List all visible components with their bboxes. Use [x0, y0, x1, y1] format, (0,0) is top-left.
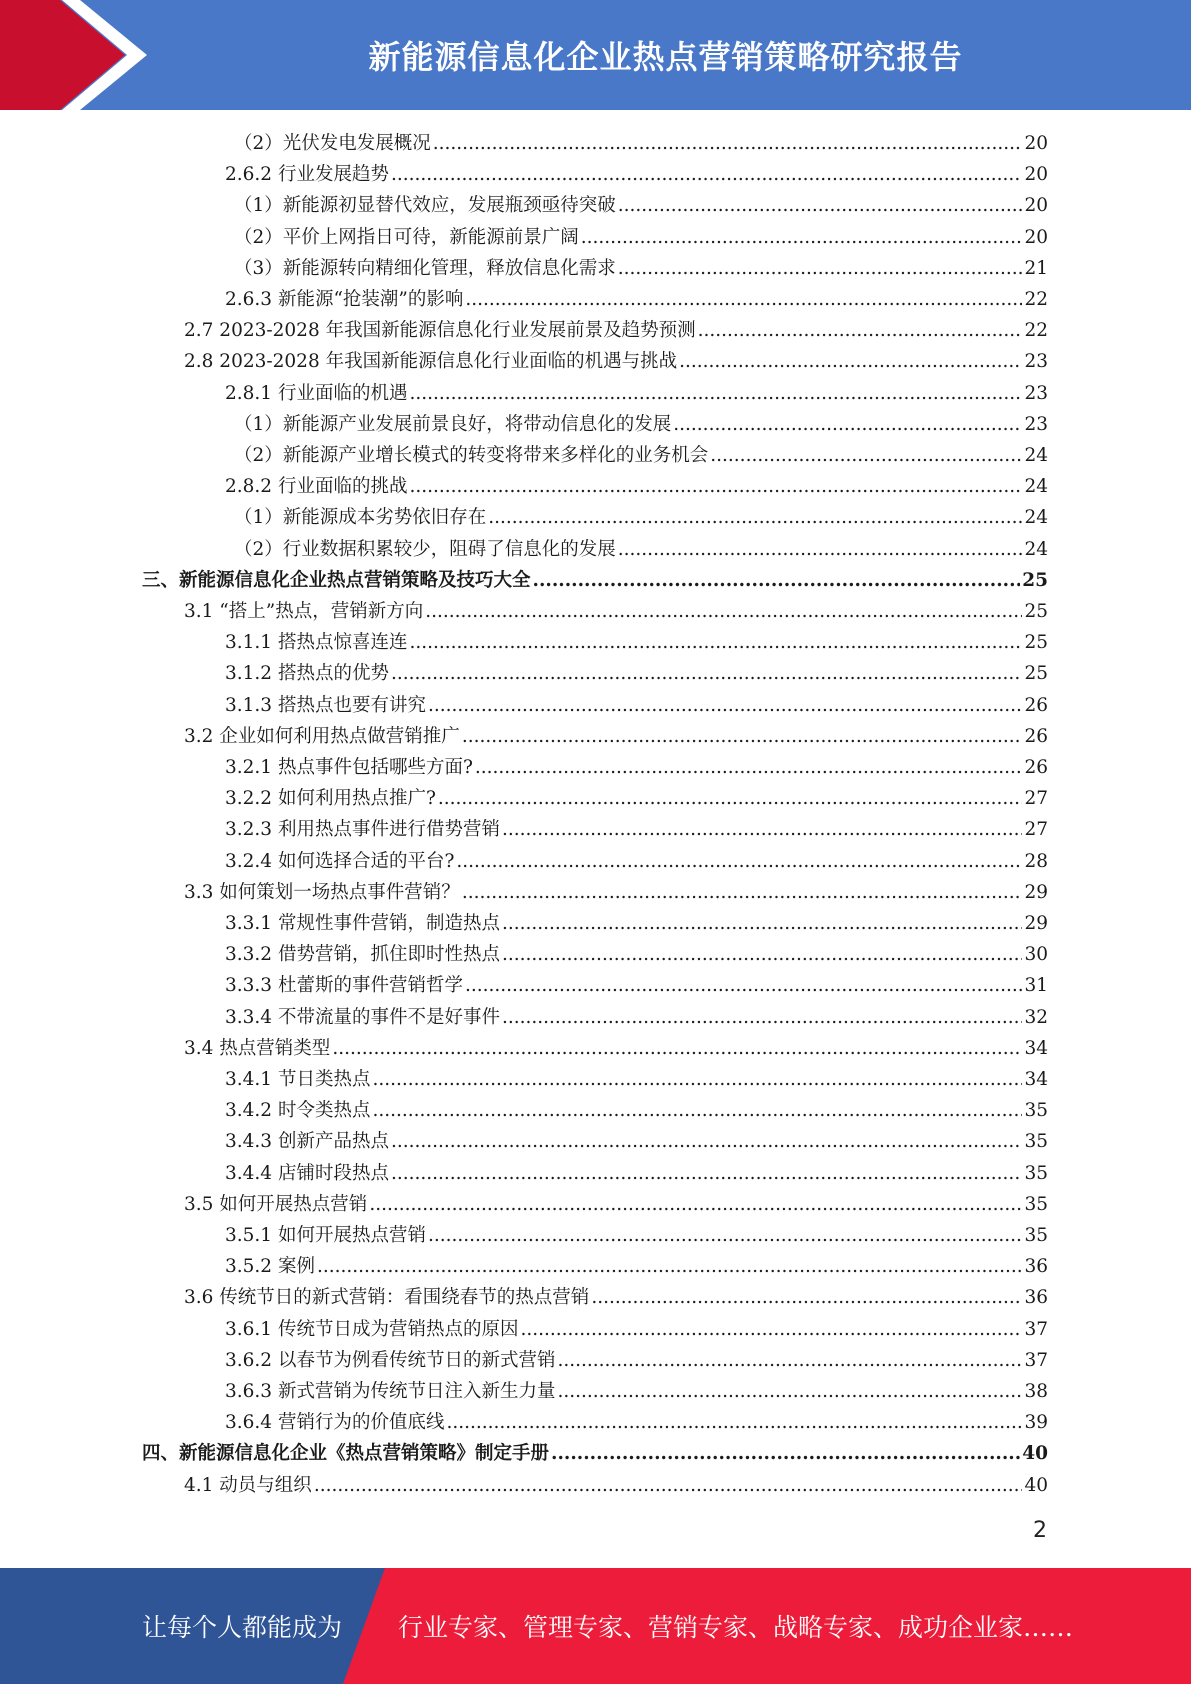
toc-entry-label: 3.6.2 以春节为例看传统节日的新式营销: [225, 1350, 556, 1371]
toc-entry[interactable]: [234, 128, 1048, 159]
toc-entry-page: 35: [1024, 1194, 1048, 1215]
toc-entry[interactable]: [184, 877, 1048, 908]
toc-entry-page: 28: [1024, 851, 1048, 872]
toc-entry-label: 3.4 热点营销类型: [184, 1038, 331, 1059]
toc-entry[interactable]: [225, 1158, 1048, 1189]
toc-entry-label: （1）新能源初显替代效应，发展瓶颈亟待突破: [234, 195, 616, 216]
toc-leader-dots: [465, 970, 1022, 1001]
toc-entry-label: 3.3.4 不带流量的事件不是好事件: [225, 1007, 500, 1028]
toc-entry-label: 3.4.1 节日类热点: [225, 1069, 371, 1090]
toc-entry-page: 35: [1024, 1163, 1048, 1184]
toc-entry-page: 39: [1024, 1412, 1048, 1433]
toc-entry-page: 29: [1024, 882, 1048, 903]
toc-leader-dots: [502, 814, 1022, 845]
toc-entry-page: 25: [1024, 663, 1048, 684]
toc-entry-page: 27: [1024, 819, 1048, 840]
toc-entry-page: 35: [1024, 1131, 1048, 1152]
toc-leader-dots: [462, 877, 1023, 908]
toc-entry-label: 三、新能源信息化企业热点营销策略及技巧大全: [142, 570, 531, 591]
toc-entry-label: （2）新能源产业增长模式的转变将带来多样化的业务机会: [234, 445, 709, 466]
toc-leader-dots: [618, 253, 1023, 284]
toc-entry-label: 四、新能源信息化企业《热点营销策略》制定手册: [142, 1443, 550, 1464]
toc-entry-label: 3.1 “搭上”热点，营销新方向: [184, 601, 424, 622]
toc-entry-label: 3.1.3 搭热点也要有讲究: [225, 695, 426, 716]
toc-entry-label: 3.3.1 常规性事件营销，制造热点: [225, 913, 500, 934]
toc-entry-label: 3.2.1 热点事件包括哪些方面?: [225, 757, 473, 778]
toc-leader-dots: [391, 159, 1022, 190]
toc-entry[interactable]: [234, 534, 1048, 565]
toc-leader-dots: [433, 128, 1023, 159]
toc-entry-page: 37: [1024, 1350, 1048, 1371]
toc-entry[interactable]: [225, 939, 1048, 970]
toc-entry[interactable]: [234, 190, 1048, 221]
toc-entry-page: 27: [1024, 788, 1048, 809]
toc-entry[interactable]: [225, 378, 1048, 409]
toc-leader-dots: [502, 1002, 1022, 1033]
toc-entry[interactable]: [225, 1251, 1048, 1282]
toc-leader-dots: [557, 1345, 1022, 1376]
toc-entry-label: 3.6 传统节日的新式营销：看围绕春节的热点营销: [184, 1287, 590, 1308]
toc-entry-page: 35: [1024, 1225, 1048, 1246]
toc-leader-dots: [391, 1126, 1022, 1157]
toc-entry-label: 2.8.2 行业面临的挑战: [225, 476, 408, 497]
toc-entry-label: 3.1.1 搭热点惊喜连连: [225, 632, 408, 653]
toc-entry[interactable]: [184, 1189, 1048, 1220]
toc-entry-page: 37: [1024, 1319, 1048, 1340]
toc-leader-dots: [591, 1282, 1022, 1313]
toc-entry-label: （2）平价上网指日可待，新能源前景广阔: [234, 227, 579, 248]
toc-entry-label: 3.5 如何开展热点营销: [184, 1194, 368, 1215]
footer-slogan-right: 行业专家、管理专家、营销专家、战略专家、成功企业家……: [398, 1613, 1074, 1642]
toc-entry[interactable]: [225, 627, 1048, 658]
toc-entry-page: 20: [1024, 133, 1048, 154]
toc-entry-page: 31: [1024, 975, 1048, 996]
toc-entry-page: 24: [1024, 507, 1048, 528]
toc-entry[interactable]: [225, 783, 1048, 814]
toc-leader-dots: [462, 721, 1023, 752]
toc-leader-dots: [551, 1438, 1020, 1469]
toc-entry-label: 3.1.2 搭热点的优势: [225, 663, 389, 684]
toc-entry-page: 35: [1024, 1100, 1048, 1121]
toc-entry[interactable]: [225, 814, 1048, 845]
toc-entry-page: 26: [1024, 726, 1048, 747]
toc-entry-page: 24: [1024, 476, 1048, 497]
toc-entry[interactable]: [184, 1470, 1048, 1501]
toc-entry-label: 2.6.3 新能源“抢装潮”的影响: [225, 289, 464, 310]
toc-entry-label: （3）新能源转向精细化管理，释放信息化需求: [234, 258, 616, 279]
toc-entry[interactable]: [225, 1002, 1048, 1033]
page-number: 2: [1033, 1518, 1047, 1543]
toc-leader-dots: [372, 1064, 1022, 1095]
toc-entry-page: 21: [1024, 258, 1048, 279]
toc-entry-page: 22: [1024, 320, 1048, 341]
toc-entry[interactable]: [225, 1407, 1048, 1438]
toc-entry-label: 3.3.3 杜蕾斯的事件营销哲学: [225, 975, 463, 996]
toc-entry-label: 3.4.3 创新产品热点: [225, 1131, 389, 1152]
toc-leader-dots: [533, 565, 1021, 596]
toc-leader-dots: [409, 378, 1022, 409]
toc-leader-dots: [679, 346, 1022, 377]
toc-entry-label: 2.7 2023-2028 年我国新能源信息化行业发展前景及趋势预测: [184, 320, 696, 341]
toc-entry-label: 2.8.1 行业面临的机遇: [225, 383, 408, 404]
toc-entry[interactable]: [142, 1438, 1048, 1469]
toc-entry[interactable]: [225, 970, 1048, 1001]
toc-entry[interactable]: [234, 502, 1048, 533]
toc-entry-label: 3.2.2 如何利用热点推广?: [225, 788, 436, 809]
toc-leader-dots: [428, 690, 1022, 721]
toc-entry-label: 3.2.3 利用热点事件进行借势营销: [225, 819, 500, 840]
toc-leader-dots: [618, 534, 1023, 565]
toc-entry[interactable]: [225, 471, 1048, 502]
toc-entry-page: 30: [1024, 944, 1048, 965]
toc-entry[interactable]: [234, 222, 1048, 253]
toc-entry-page: 26: [1024, 757, 1048, 778]
toc-entry-label: 2.6.2 行业发展趋势: [225, 164, 389, 185]
toc-entry-label: 2.8 2023-2028 年我国新能源信息化行业面临的机遇与挑战: [184, 351, 678, 372]
toc-entry-page: 24: [1024, 539, 1048, 560]
toc-entry-label: 3.6.4 营销行为的价值底线: [225, 1412, 445, 1433]
toc-entry-label: 4.1 动员与组织: [184, 1475, 312, 1496]
toc-entry-page: 25: [1022, 570, 1048, 591]
toc-entry-page: 29: [1024, 913, 1048, 934]
toc-leader-dots: [369, 1189, 1022, 1220]
footer-banner: [0, 1568, 1191, 1684]
toc-entry[interactable]: [225, 1220, 1048, 1251]
toc-entry[interactable]: [184, 721, 1048, 752]
toc-entry-page: 36: [1024, 1256, 1048, 1277]
toc-leader-dots: [446, 1407, 1022, 1438]
footer-slogan-left: 让每个人都能成为: [142, 1613, 343, 1642]
toc-entry[interactable]: [184, 346, 1048, 377]
toc-entry-page: 34: [1024, 1038, 1048, 1059]
toc-entry-label: 3.4.2 时令类热点: [225, 1100, 371, 1121]
toc-entry[interactable]: [225, 1095, 1048, 1126]
toc-leader-dots: [698, 315, 1023, 346]
toc-entry-page: 20: [1024, 195, 1048, 216]
toc-entry[interactable]: [234, 409, 1048, 440]
toc-entry[interactable]: [225, 1314, 1048, 1345]
toc-entry-page: 25: [1024, 632, 1048, 653]
toc-leader-dots: [488, 502, 1022, 533]
toc-entry[interactable]: [234, 253, 1048, 284]
toc-entry-label: 3.2.4 如何选择合适的平台?: [225, 851, 455, 872]
toc-entry[interactable]: [234, 440, 1048, 471]
toc-entry-page: 23: [1024, 351, 1048, 372]
toc-entry-label: 3.6.1 传统节日成为营销热点的原因: [225, 1319, 519, 1340]
toc-entry-page: 22: [1024, 289, 1048, 310]
toc-leader-dots: [314, 1470, 1023, 1501]
toc-leader-dots: [710, 440, 1022, 471]
toc-entry[interactable]: [184, 1033, 1048, 1064]
toc-entry-page: 38: [1024, 1381, 1048, 1402]
toc-leader-dots: [520, 1314, 1022, 1345]
toc-entry-label: （1）新能源成本劣势依旧存在: [234, 507, 487, 528]
toc-entry[interactable]: [225, 908, 1048, 939]
toc-entry-label: （1）新能源产业发展前景良好，将带动信息化的发展: [234, 414, 672, 435]
toc-leader-dots: [428, 1220, 1022, 1251]
toc-leader-dots: [673, 409, 1022, 440]
toc-leader-dots: [475, 752, 1023, 783]
toc-entry-page: 20: [1024, 227, 1048, 248]
report-title: 新能源信息化企业热点营销策略研究报告: [368, 38, 963, 76]
toc-leader-dots: [409, 471, 1022, 502]
toc-leader-dots: [581, 222, 1023, 253]
toc-entry-page: 25: [1024, 601, 1048, 622]
toc-entry-label: （2）光伏发电发展概况: [234, 133, 431, 154]
toc-entry[interactable]: [184, 596, 1048, 627]
toc-entry-label: （2）行业数据积累较少，阻碍了信息化的发展: [234, 539, 616, 560]
toc-entry-page: 36: [1024, 1287, 1048, 1308]
toc-leader-dots: [465, 284, 1022, 315]
toc-leader-dots: [409, 627, 1022, 658]
toc-entry-page: 23: [1024, 383, 1048, 404]
chevron-arrow-icon: [0, 0, 160, 110]
toc-entry[interactable]: [225, 159, 1048, 190]
toc-entry[interactable]: [225, 752, 1048, 783]
toc-entry[interactable]: [225, 1376, 1048, 1407]
toc-leader-dots: [502, 939, 1022, 970]
toc-entry-label: 3.2 企业如何利用热点做营销推广: [184, 726, 460, 747]
toc-entry-label: 3.6.3 新式营销为传统节日注入新生力量: [225, 1381, 556, 1402]
toc-entry[interactable]: [142, 565, 1048, 596]
toc-entry-page: 26: [1024, 695, 1048, 716]
toc-entry[interactable]: [184, 315, 1048, 346]
toc-entry-page: 20: [1024, 164, 1048, 185]
toc-entry-page: 34: [1024, 1069, 1048, 1090]
toc-leader-dots: [332, 1033, 1022, 1064]
toc-leader-dots: [502, 908, 1022, 939]
toc-entry-page: 24: [1024, 445, 1048, 466]
toc-entry-page: 40: [1022, 1443, 1048, 1464]
toc-entry-label: 3.5.2 案例: [225, 1256, 315, 1277]
toc-entry-label: 3.4.4 店铺时段热点: [225, 1163, 389, 1184]
toc-leader-dots: [557, 1376, 1022, 1407]
toc-entry[interactable]: [225, 284, 1048, 315]
toc-entry[interactable]: [184, 1282, 1048, 1313]
toc-leader-dots: [391, 1158, 1022, 1189]
toc-entry[interactable]: [225, 658, 1048, 689]
toc-entry[interactable]: [225, 1126, 1048, 1157]
toc-leader-dots: [317, 1251, 1023, 1282]
toc-leader-dots: [425, 596, 1022, 627]
toc-leader-dots: [438, 783, 1023, 814]
toc-leader-dots: [456, 846, 1022, 877]
toc-entry-page: 32: [1024, 1007, 1048, 1028]
toc-leader-dots: [391, 658, 1022, 689]
toc-entry-label: 3.3.2 借势营销，抓住即时性热点: [225, 944, 500, 965]
toc-leader-dots: [372, 1095, 1022, 1126]
toc-entry[interactable]: [225, 846, 1048, 877]
toc-entry-label: 3.5.1 如何开展热点营销: [225, 1225, 426, 1246]
toc-entry-page: 23: [1024, 414, 1048, 435]
toc-entry[interactable]: [225, 1064, 1048, 1095]
toc-entry[interactable]: [225, 690, 1048, 721]
toc-entry-page: 40: [1024, 1475, 1048, 1496]
report-header-banner: [0, 0, 1191, 110]
toc-entry[interactable]: [225, 1345, 1048, 1376]
toc-leader-dots: [618, 190, 1023, 221]
toc-entry-label: 3.3 如何策划一场热点事件营销？: [184, 882, 460, 903]
